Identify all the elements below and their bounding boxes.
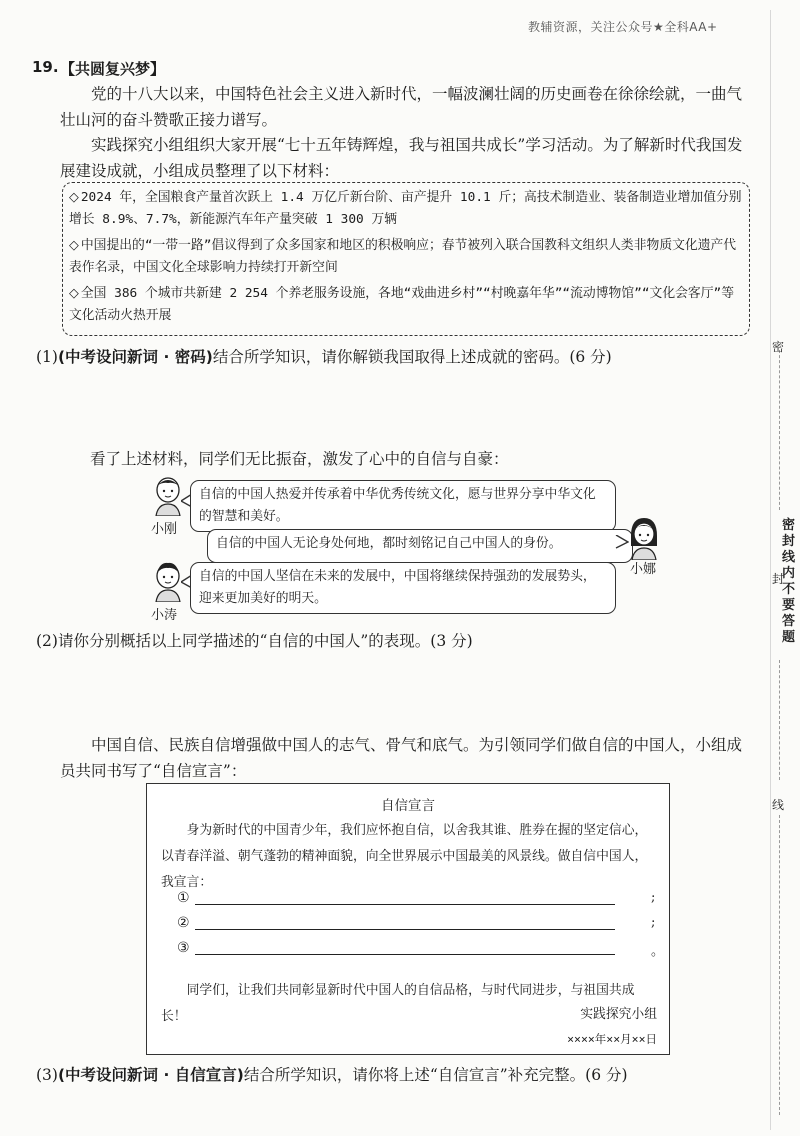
dialogue-intro: 看了上述材料，同学们无比振奋，激发了心中的自信与自豪： [90, 450, 509, 468]
answer-blank-1[interactable] [195, 904, 615, 905]
blank-end-punct: ; [651, 915, 656, 930]
material-item: ◇ 2024 年，全国粮食产量首次跃上 1.4 万亿斤新台阶、亩产提升 10.1 斤；高技术制造业、装备制造业增加值分别增长 8.9%、7.7%，新能源汽车年产量突破 1 300 万辆 [69, 190, 742, 227]
question-number: 19. [32, 58, 59, 76]
binding-border [770, 10, 771, 1130]
page-header: 教辅资源，关注公众号★全科AA+ [528, 20, 718, 34]
paragraph-declaration-intro: 中国自信、民族自信增强做中国人的志气、骨气和底气。为引领同学们做自信的中国人，小组成员共同书写了“自信宣言”： [60, 736, 743, 780]
question-2: (2)请你分别概括以上同学描述的“自信的中国人”的表现。(3 分) [36, 632, 473, 650]
speech-bubble: 自信的中国人坚信在未来的发展中，中国将继续保持强劲的发展势头，迎来更加美好的明天。 [190, 562, 616, 614]
binding-dashed-line [779, 660, 780, 780]
question-3: (3)(中考设问新词 · 自信宣言)结合所学知识，请你将上述“自信宣言”补充完整。(6 分) [36, 1066, 628, 1084]
girl-avatar-icon [626, 516, 662, 560]
binding-mark-top: 密 [772, 340, 785, 354]
declaration-box [146, 783, 670, 1055]
materials-box [62, 182, 750, 336]
blank-end-punct: ; [651, 890, 656, 905]
binding-mark-bottom: 线 [772, 798, 785, 812]
answer-blank-3[interactable] [195, 954, 615, 955]
declaration-closing: 同学们，让我们共同彰显新时代中国人的自信品格，与时代同进步，与祖国共成长！ [161, 983, 635, 1024]
binding-mark-mid: 封 [772, 572, 785, 586]
blank-marker: ① [177, 890, 190, 906]
binding-dashed-line [779, 815, 780, 1115]
diamond-bullet-icon: ◇ [69, 286, 79, 301]
binding-instruction: 密封线内不要答题 [782, 518, 796, 645]
speech-bubble: 自信的中国人热爱并传承着中华优秀传统文化，愿与世界分享中华文化的智慧和美好。 [190, 480, 616, 532]
binding-dashed-line [779, 350, 780, 510]
material-item: ◇ 中国提出的“一带一路”倡议得到了众多国家和地区的积极响应；春节被列入联合国教科文组织人类非物质文化遗产代表作名录，中国文化全球影响力持续打开新空间 [69, 238, 737, 275]
declaration-date: ××××年××月××日 [567, 1032, 657, 1046]
speech-bubble: 自信的中国人无论身处何地，都时刻铭记自己中国人的身份。 [207, 529, 633, 563]
question-1: (1)(中考设问新词 · 密码)结合所学知识，请你解锁我国取得上述成就的密码。(6 分) [36, 348, 612, 366]
intro-paragraph-1: 党的十八大以来，中国特色社会主义进入新时代，一幅波澜壮阔的历史画卷在徐徐绘就，一曲气壮山河的奋斗赞歌正接力谱写。 [60, 85, 743, 129]
question-3-tag: (中考设问新词 · 自信宣言) [57, 1066, 244, 1084]
speaker-name: 小涛 [151, 608, 178, 623]
intro-paragraph-2: 实践探究小组组织大家开展“七十五年铸辉煌，我与祖国共成长”学习活动。为了解新时代我国发展建设成就，小组成员整理了以下材料： [60, 136, 743, 180]
answer-blank-2[interactable] [195, 929, 615, 930]
blank-marker: ③ [177, 940, 190, 956]
material-item: ◇ 全国 386 个城市共新建 2 254 个养老服务设施，各地“戏曲进乡村”“村晚嘉年华”“流动博物馆”“文化会客厅”等文化活动火热开展 [69, 286, 735, 323]
speaker-name: 小娜 [630, 562, 657, 577]
diamond-bullet-icon: ◇ [69, 238, 79, 253]
declaration-signer: 实践探究小组 [580, 1007, 657, 1022]
speaker-name: 小刚 [151, 522, 178, 537]
question-tag: 【共圆复兴梦】 [60, 60, 166, 78]
question-1-tag: (中考设问新词 · 密码) [57, 348, 213, 366]
diamond-bullet-icon: ◇ [69, 190, 79, 205]
declaration-body: 身为新时代的中国青少年，我们应怀抱自信，以舍我其谁、胜券在握的坚定信心，以青春洋溢、朝气蓬勃的精神面貌，向全世界展示中国最美的风景线。做自信中国人，我宣言： [161, 823, 648, 890]
declaration-title: 自信宣言 [381, 798, 435, 814]
blank-end-punct: 。 [651, 944, 665, 959]
blank-marker: ② [177, 915, 190, 931]
